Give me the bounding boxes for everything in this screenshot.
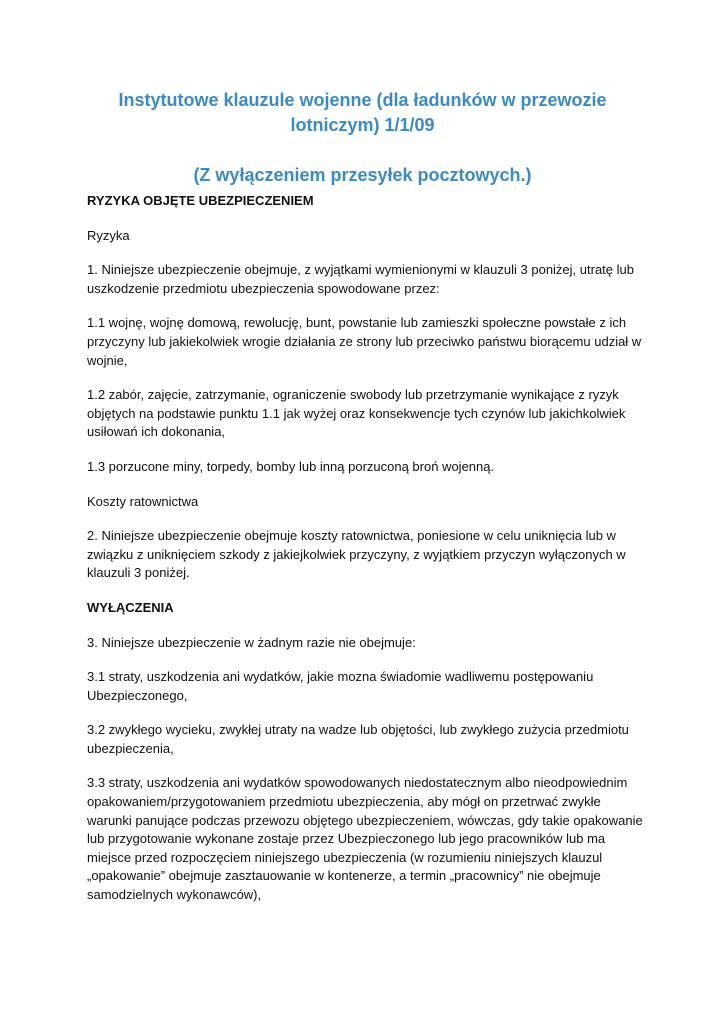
title-line-2: lotniczym) 1/1/09 — [290, 115, 435, 135]
document-subtitle: (Z wyłączeniem przesyłek pocztowych.) — [193, 165, 532, 185]
document-title — [86, 88, 639, 188]
subheading-risks: Ryzyka — [87, 227, 130, 243]
subheading-salvage-costs: Koszty ratownictwa — [87, 493, 199, 509]
paragraph-1-2: 1.2 zabór, zajęcie, zatrzymanie, ograniczenie swobody lub przetrzymanie wynikające z ryzyk objętych na podstawie punktu 1.1 jak wyżej oraz konsekwencje tych czynów lub jakichkolwiek usiłowań ich dokonania, — [87, 387, 626, 440]
paragraph-1-3: 1.3 porzucone miny, torpedy, bomby lub inną porzuconą broń wojenną. — [87, 458, 495, 474]
paragraph-3-3: 3.3 straty, uszkodzenia ani wydatków spowodowanych niedostatecznym albo nieodpowiednim opakowaniem/przygotowaniem przedmiotu ubezpieczenia, aby mógł on przetrwać zwykłe warunki panujące podczas przewozu objętego ubezpieczeniem, wówczas, gdy takie opakowanie lub przygotowanie wykonane zostaje przez Ubezpieczonego lub jego pracowników lub ma miejsce przed rozpoczęciem niniejszego ubezpieczenia (w rozumieniu niniejszych klauzul „opakowanie” obejmuje zasztauowanie w kontenerze, a termin „pracownicy” nie obejmuje samodzielnych wykonawców), — [87, 775, 643, 903]
document-body — [87, 192, 647, 921]
paragraph-2: 2. Niniejsze ubezpieczenie obejmuje koszty ratownictwa, poniesione w celu uniknięcia lub w związku z uniknięciem szkody z jakiejkolwiek przyczyny, z wyjątkiem przyczyn wyłączonych w klauzuli 3 poniżej. — [87, 528, 626, 581]
paragraph-3-1: 3.1 straty, uszkodzenia ani wydatków, jakie mozna świadomie wadliwemu postępowaniu Ubezpieczonego, — [87, 669, 594, 703]
paragraph-3-2: 3.2 zwykłego wycieku, zwykłej utraty na wadze lub objętości, lub zwykłego zużycia przedmiotu ubezpieczenia, — [87, 722, 629, 756]
section-heading-exclusions: WYŁĄCZENIA — [87, 599, 174, 615]
title-line-1: Instytutowe klauzule wojenne (dla ładunków w przewozie — [118, 90, 607, 110]
paragraph-1: 1. Niniejsze ubezpieczenie obejmuje, z wyjątkami wymienionymi w klauzuli 3 poniżej, utratę lub uszkodzenie przedmiotu ubezpieczenia spowodowane przez: — [87, 262, 634, 296]
paragraph-1-1: 1.1 wojnę, wojnę domową, rewolucję, bunt, powstanie lub zamieszki społeczne powstałe z ich przyczyny lub jakiekolwiek wrogie działania ze strony lub przeciwko państwu biorącemu udział w wojnie, — [87, 315, 642, 368]
paragraph-3: 3. Niniejsze ubezpieczenie w żadnym razie nie obejmuje: — [87, 634, 416, 650]
section-heading-risks: RYZYKA OBJĘTE UBEZPIECZENIEM — [87, 193, 314, 208]
